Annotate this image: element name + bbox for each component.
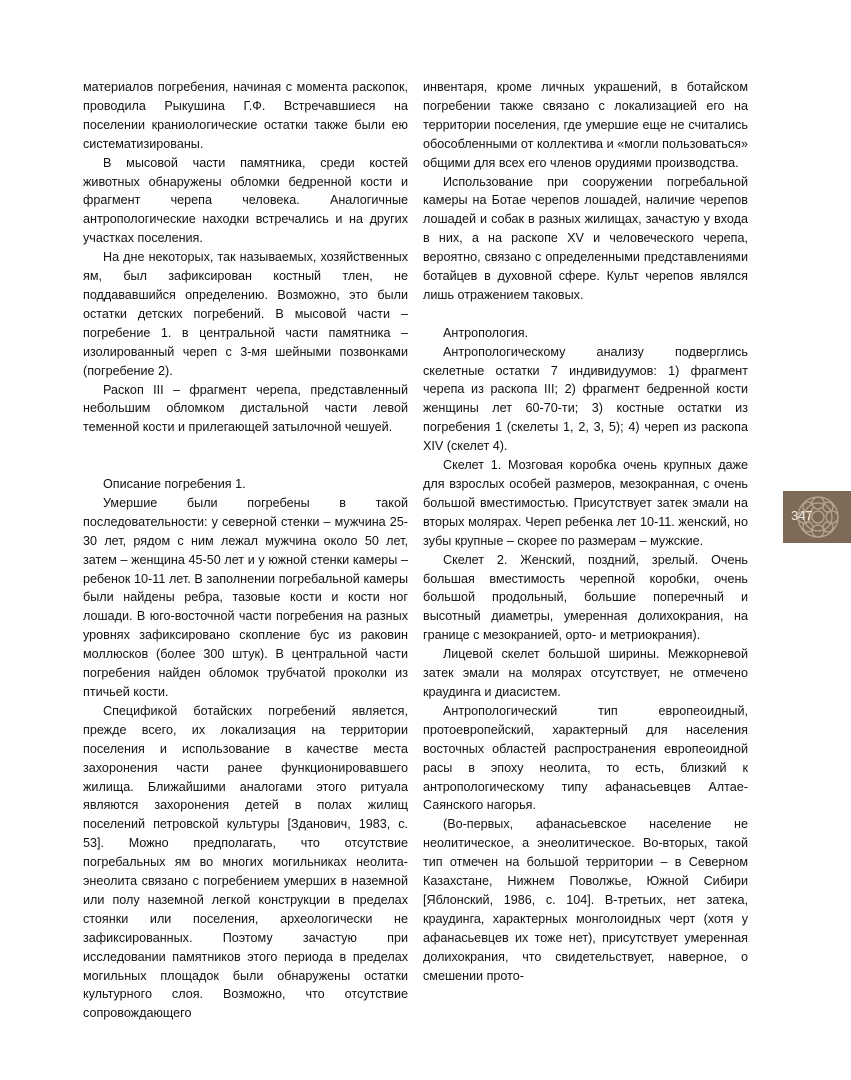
paragraph: Антропологическому анализу подверглись скелетные остатки 7 индивидуумов: 1) фрагмент черепа из раскопа III; 2) фрагмент бедренной кости женщины лет 60-70-ти; 3) костные остатки из погребения 1 (скелеты 1, 2, 3, 5); 4) череп из раскопа XIV (скелет 4). [423, 344, 748, 454]
paragraph: Скелет 1. Мозговая коробка очень крупных даже для взрослых особей размеров, мезокранная, с очень большой вместимостью. Присутствует затек эмали на вторых молярах. Череп ребенка лет 10-11. женский, но зубы крупные – скорее по размерам – мужские. [423, 458, 748, 548]
paragraph: инвентаря, кроме личных украшений, в ботайском погребении также связано с локализацией его на территории поселения, где умершие еще не считались обособленными от коллектива и «могли пользоваться» общими для всех его членов орудиями производства. [423, 80, 748, 170]
section-heading: Антропология. [443, 325, 529, 340]
paragraph-spacer [83, 456, 408, 475]
left-text-column [83, 78, 408, 1023]
section-heading: Описание погребения 1. [103, 477, 246, 491]
paragraph: материалов погребения, начиная с момента раскопок, проводила Рыкушина Г.Ф. Встречавшиеся на поселении краниологические остатки также были ею систематизированы. [83, 80, 408, 151]
paragraph: В мысовой части памятника, среди костей животных обнаружены обломки бедренной кости и фрагмент черепа человека. Аналогичные антропологические находки встречались и на других участках поселения. [83, 155, 408, 246]
paragraph: (Во-первых, афанасьевское население не неолитическое, а энеолитическое. Во-вторых, такой тип отмечен на большой территории – в Северном Казахстане, Нижнем Поволжье, Южной Сибири [Яблонский, 1986, с. 104]. В-третьих, нет затека, краудинга, характерных монголоидных черт (хотя у афанасьевцев их тоже нет), присутствует умеренная долихокрания, что свидетельствует, наверное, о смешении прото- [423, 817, 748, 983]
page-number: 347 [791, 508, 813, 523]
paragraph: На дне некоторых, так называемых, хозяйственных ям, был зафиксирован костный тлен, не поддававшийся определению. Возможно, это были остатки детских погребений. В мысовой части – погребение 1. в центральной части памятника – изолированный череп с 3-мя шейными позвонками (погребение 2). [83, 250, 408, 378]
paragraph: Использование при сооружении погребальной камеры на Ботае черепов лошадей, наличие черепов лошадей и собак в разных жилищах, зачастую у входа в них, а на раскопе XV и человеческого черепа, вероятно, связано с определенными представлениями ботайцев в духовной сфере. Культ черепов являлся лишь отражением таковых. [423, 174, 748, 302]
paragraph: Скелет 2. Женский, поздний, зрелый. Очень большая вместимость черепной коробки, очень большой продольный, большие поперечный и высотный диаметры, умеренная долихокрания, на границе с мезокранией, орто- и метриокрания). [423, 552, 748, 643]
paragraph: Раскоп III – фрагмент черепа, представленный небольшим обломком дистальной части левой теменной кости и прилегающей затылочной чешуей. [83, 382, 408, 435]
paragraph-spacer [83, 437, 408, 456]
right-text-column [423, 78, 748, 985]
paragraph: Спецификой ботайских погребений является, прежде всего, их локализация на территории поселения и использование в качестве места захоронения части ранее функционировавшего жилища. Ближайшими аналогами этого ритуала являются захоронения детей в полах жилищ поселений петровской культуры [Зданович, 1983, с. 53]. Можно предполагать, что отсутствие погребальных ям во многих могильниках неолита-энеолита связано с погребением умерших в наземной или полу наземной легкой конструкции в пределах стоянки или поселения, археологически не зафиксированных. Поэтому зачастую при исследовании памятников этого периода в пределах могильных площадок были обнаружены остатки культурного слоя. Возможно, что отсутствие сопровождающего [83, 703, 408, 1021]
paragraph: Лицевой скелет большой ширины. Межкорневой затек эмали на молярах отсутствует, не отмечено краудинга и диасистем. [423, 647, 748, 699]
paragraph-spacer [423, 305, 748, 324]
paragraph: Антропологический тип европеоидный, протоевропейский, характерный для населения восточных областей распространения европеоидной расы в эпоху неолита, то есть, близкий к антропологическому типу афанасьевцев Алтае-Саянского нагорья. [423, 703, 748, 813]
paragraph: Умершие были погребены в такой последовательности: у северной стенки – мужчина 25-30 лет, рядом с ним лежал мужчина около 50 лет, затем – женщина 45-50 лет и у южной стенки камеры – ребенок 10-11 лет. В заполнении погребальной камеры были найдены ребра, тазовые кости и кости ног лошади. В юго-восточной части погребения на разных уровнях зафиксировано скопление бус из раковин моллюсков (более 300 штук). В центральной части погребения найден обломок трубчатой проколки из птичьей кости. [83, 495, 408, 699]
